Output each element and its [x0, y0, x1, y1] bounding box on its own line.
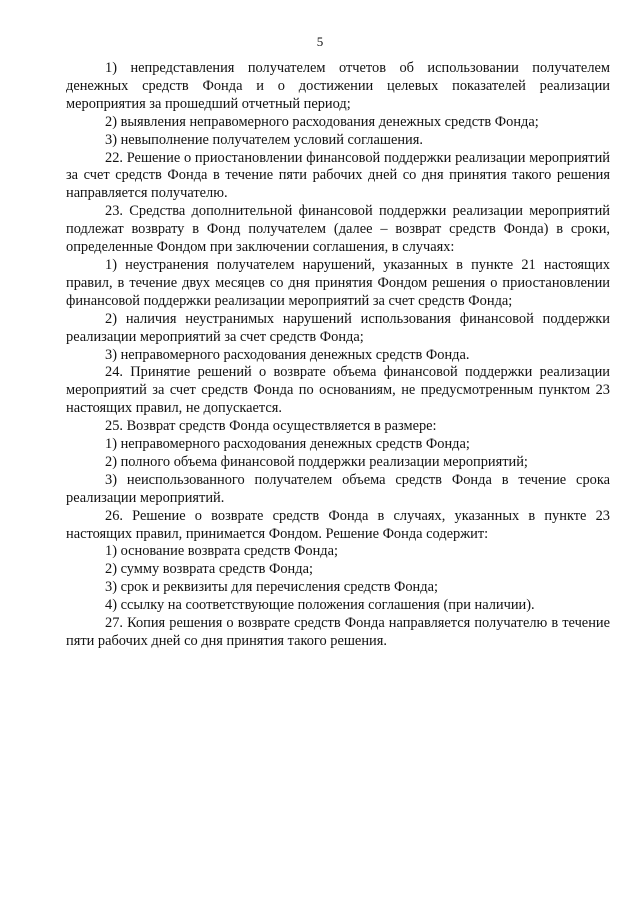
paragraph: 1) основание возврата средств Фонда;: [105, 543, 338, 560]
paragraph: 1) непредставления получателем отчетов об использовании получателем денежных средств Фонда и о достижении целевых показателей реализации мероприятия за прошедший отчетный период;: [66, 60, 610, 112]
paragraph: 3) неиспользованного получателем объема средств Фонда в течение срока реализации мероприятий.: [66, 471, 610, 506]
document-body: [66, 60, 610, 651]
paragraph: 22. Решение о приостановлении финансовой поддержки реализации мероприятий за счет средств Фонда в течение пяти рабочих дней со дня принятия такого решения направляется получателю.: [66, 149, 610, 202]
paragraph: 23. Средства дополнительной финансовой поддержки реализации мероприятий подлежат возврату в Фонд получателем (далее – возврат средств Фонда) в сроки, определенные Фондом при заключении соглашения, в случаях:: [66, 203, 610, 256]
paragraph: 3) неправомерного расходования денежных средств Фонда.: [105, 346, 470, 363]
paragraph: 25. Возврат средств Фонда осуществляется в размере:: [105, 418, 437, 435]
paragraph: 26. Решение о возврате средств Фонда в случаях, указанных в пункте 23 настоящих правил, принимается Фондом. Решение Фонда содержит:: [66, 507, 610, 542]
paragraph: 1) неустранения получателем нарушений, указанных в пункте 21 настоящих правил, в течение двух месяцев со дня принятия Фондом решения о приостановлении финансовой поддержки реализации мероприятий за счет средств Фонда;: [66, 256, 610, 309]
paragraph: 3) срок и реквизиты для перечисления средств Фонда;: [105, 579, 438, 596]
paragraph: 1) неправомерного расходования денежных средств Фонда;: [105, 436, 470, 453]
paragraph: 2) сумму возврата средств Фонда;: [105, 561, 313, 578]
paragraph: 2) полного объема финансовой поддержки реализации мероприятий;: [105, 453, 528, 470]
paragraph: 24. Принятие решений о возврате объема финансовой поддержки реализации мероприятий за счет средств Фонда по основаниям, не предусмотренным пунктом 23 настоящих правил, не допускается.: [66, 364, 610, 417]
paragraph: 4) ссылку на соответствующие положения соглашения (при наличии).: [105, 597, 535, 614]
page-number: 5: [316, 34, 324, 49]
paragraph: 3) невыполнение получателем условий соглашения.: [105, 131, 423, 148]
paragraph: 2) выявления неправомерного расходования денежных средств Фонда;: [105, 113, 539, 130]
paragraph: 2) наличия неустранимых нарушений использования финансовой поддержки реализации мероприятий за счет средств Фонда;: [66, 310, 610, 345]
paragraph: 27. Копия решения о возврате средств Фонда направляется получателю в течение пяти рабочих дней со дня принятия такого решения.: [66, 615, 610, 649]
